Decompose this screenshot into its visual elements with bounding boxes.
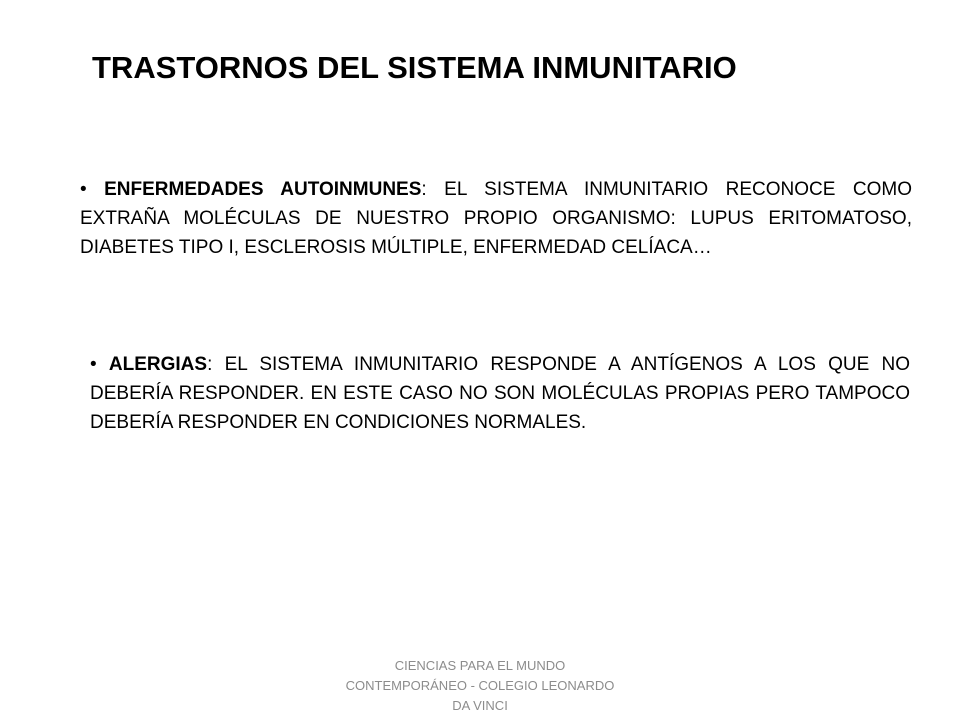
footer-line: CONTEMPORÁNEO - COLEGIO LEONARDO [345,678,615,693]
bullet-marker: • [80,179,87,200]
slide-title: TRASTORNOS DEL SISTEMA INMUNITARIO [92,50,737,85]
bullet-text: : EL SISTEMA INMUNITARIO RECONOCE COMO EXTRAÑA MOLÉCULAS DE NUESTRO PROPIO ORGANISMO: LUPUS ERITOMATOSO, DIABETES TIPO I, ESCLEROSIS MÚLTIPLE, ENFERMEDAD CELÍACA… [80,179,913,258]
bullet-autoimmune [80,175,912,262]
bullet-term: ENFERMEDADES AUTOINMUNES [104,179,422,200]
footer-line: CIENCIAS PARA EL MUNDO [394,658,566,673]
bullet-term: ALERGIAS [108,354,208,375]
bullet-marker: • [90,354,97,375]
slide-footer [320,656,640,716]
footer-line: DA VINCI [452,698,508,713]
bullet-text: : EL SISTEMA INMUNITARIO RESPONDE A ANTÍGENOS A LOS QUE NO DEBERÍA RESPONDER. EN ESTE CASO NO SON MOLÉCULAS PROPIAS PERO TAMPOCO DEBERÍA RESPONDER EN CONDICIONES NORMALES. [90,354,910,433]
bullet-allergies [90,350,910,437]
